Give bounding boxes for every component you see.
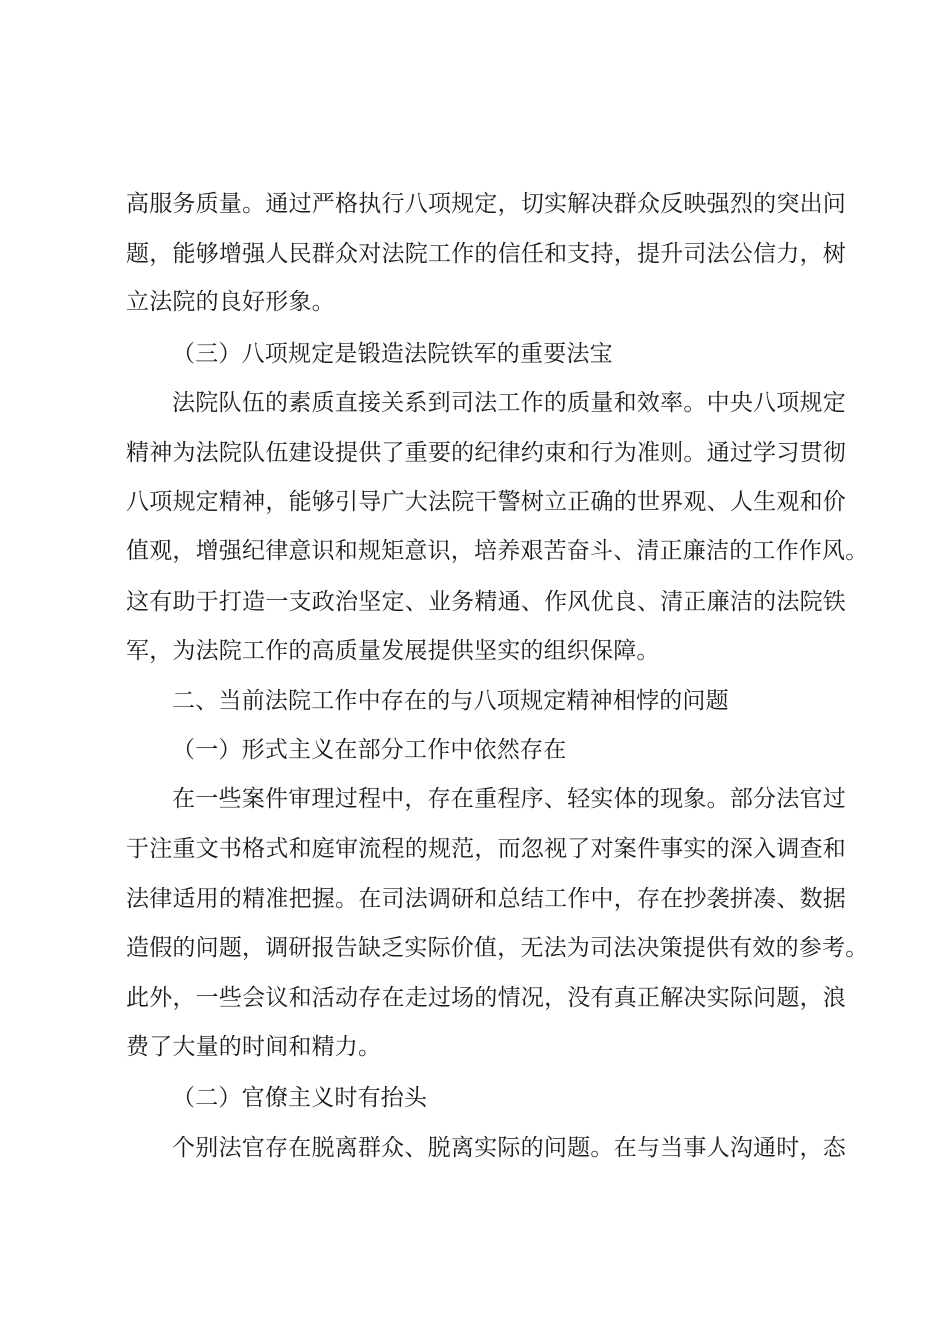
paragraph-line: 造假的问题，调研报告缺乏实际价值，无法为司法决策提供有效的参考。 — [126, 935, 869, 961]
paragraph-line: 在一些案件审理过程中，存在重程序、轻实体的现象。部分法官过 — [172, 786, 846, 812]
paragraph-line: 这有助于打造一支政治坚定、业务精通、作风优良、清正廉洁的法院铁 — [126, 589, 846, 615]
paragraph-line: 八项规定精神，能够引导广大法院干警树立正确的世界观、人生观和价 — [126, 489, 846, 515]
paragraph-line: 立法院的良好形象。 — [126, 289, 335, 315]
paragraph-line: 个别法官存在脱离群众、脱离实际的问题。在与当事人沟通时，态 — [172, 1135, 846, 1161]
section-heading: （三）八项规定是锻造法院铁军的重要法宝 — [172, 341, 613, 367]
paragraph-line: 费了大量的时间和精力。 — [126, 1034, 382, 1060]
paragraph-line: 题，能够增强人民群众对法院工作的信任和支持，提升司法公信力，树 — [126, 241, 846, 267]
paragraph-line: 此外，一些会议和活动存在走过场的情况，没有真正解决实际问题，浪 — [126, 985, 846, 1011]
paragraph-line: 军，为法院工作的高质量发展提供坚实的组织保障。 — [126, 638, 660, 664]
paragraph-line: 精神为法院队伍建设提供了重要的纪律约束和行为准则。通过学习贯彻 — [126, 440, 846, 466]
paragraph-line: 值观，增强纪律意识和规矩意识，培养艰苦奋斗、清正廉洁的工作作风。 — [126, 538, 869, 564]
paragraph-line: 法院队伍的素质直接关系到司法工作的质量和效率。中央八项规定 — [172, 390, 846, 416]
paragraph-line: 法律适用的精准把握。在司法调研和总结工作中，存在抄袭拼凑、数据 — [126, 886, 846, 912]
section-heading: （二）官僚主义时有抬头 — [172, 1085, 428, 1111]
paragraph-line: 于注重文书格式和庭审流程的规范，而忽视了对案件事实的深入调查和 — [126, 836, 846, 862]
paragraph-line: 高服务质量。通过严格执行八项规定，切实解决群众反映强烈的突出问 — [126, 191, 846, 217]
section-heading: （一）形式主义在部分工作中依然存在 — [172, 737, 567, 763]
section-heading: 二、当前法院工作中存在的与八项规定精神相悖的问题 — [172, 688, 729, 714]
